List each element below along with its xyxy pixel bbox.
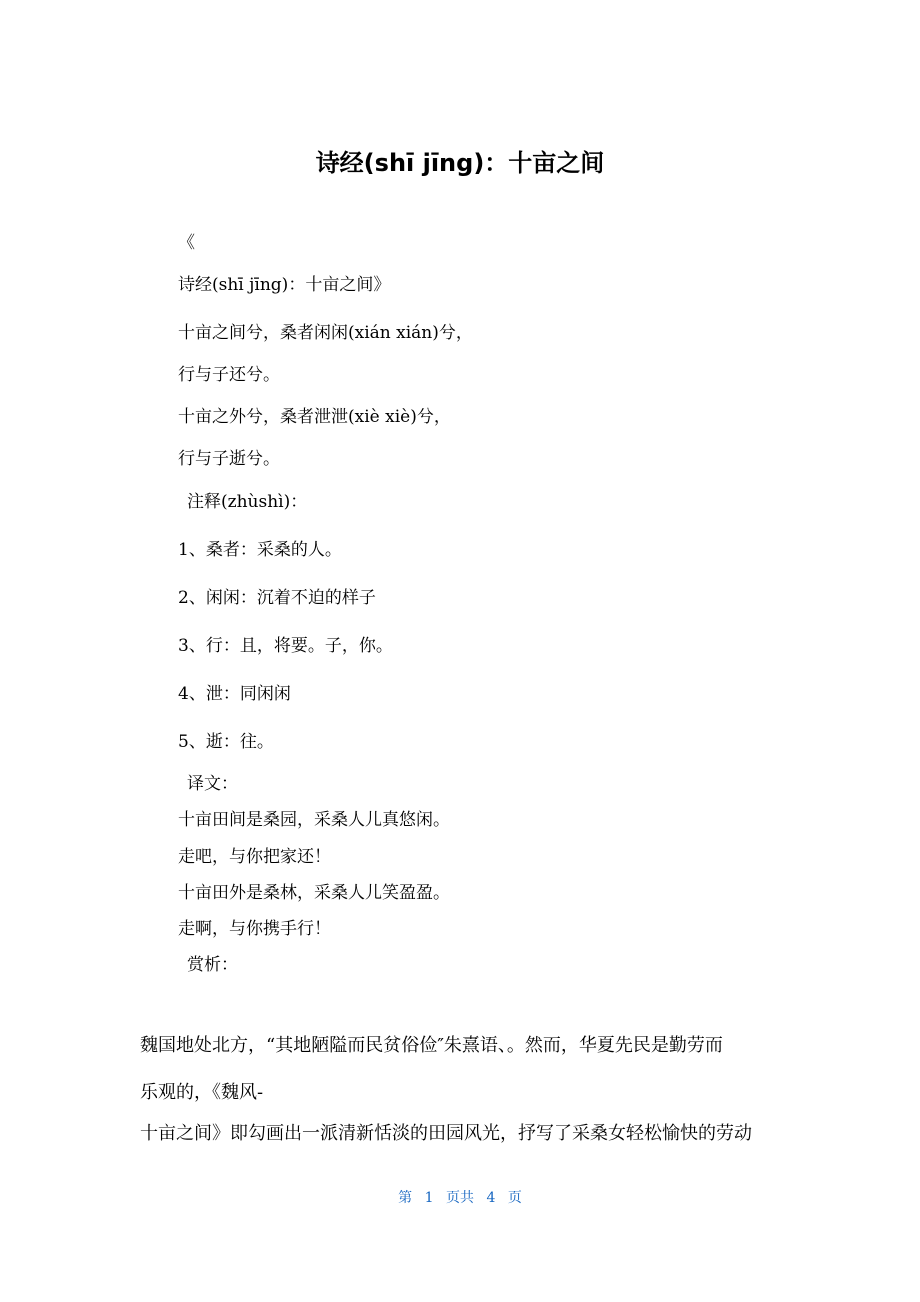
translation-line: 十亩田间是桑园，采桑人儿真悠闲。 <box>178 810 450 830</box>
section-heading-translation: 译文： <box>187 774 238 794</box>
analysis-paragraph-line: 乐观的，《魏风- <box>140 1082 264 1103</box>
note-item: 5、逝：往。 <box>178 732 274 752</box>
footer-suffix: 页 <box>507 1190 522 1206</box>
footer-middle: 页共 <box>446 1190 474 1206</box>
translation-line: 走啊，与你携手行！ <box>178 919 331 939</box>
poem-line: 行与子还兮。 <box>178 365 280 385</box>
footer-page-number: 1 <box>424 1190 434 1206</box>
text-line: 《 <box>178 233 195 253</box>
document-title: 诗经(shī jīng)：十亩之间 <box>315 149 605 177</box>
note-item: 4、泄：同闲闲 <box>178 684 291 704</box>
note-item: 2、闲闲：沉着不迫的样子 <box>178 588 376 608</box>
poem-line: 十亩之间兮，桑者闲闲(xián xián)兮， <box>178 323 473 343</box>
analysis-paragraph-line: 十亩之间》即勾画出一派清新恬淡的田园风光，抒写了采桑女轻松愉快的劳动 <box>140 1123 752 1144</box>
note-item: 3、行：且，将要。子，你。 <box>178 636 393 656</box>
text-line: 诗经(shī jīng)：十亩之间》 <box>178 275 391 295</box>
note-item: 1、桑者：采桑的人。 <box>178 540 342 560</box>
page-footer <box>0 1186 920 1210</box>
poem-line: 行与子逝兮。 <box>178 449 280 469</box>
translation-line: 走吧，与你把家还！ <box>178 847 331 867</box>
poem-line: 十亩之外兮，桑者泄泄(xiè xiè)兮， <box>178 407 451 427</box>
footer-total-pages: 4 <box>486 1190 496 1206</box>
analysis-paragraph-line: 魏国地处北方，“其地陋隘而民贫俗俭″朱熹语、。然而，华夏先民是勤劳而 <box>140 1035 723 1056</box>
translation-line: 十亩田外是桑林，采桑人儿笑盈盈。 <box>178 883 450 903</box>
section-heading-notes: 注释(zhùshì)： <box>187 492 308 512</box>
section-heading-analysis: 赏析： <box>187 955 238 975</box>
footer-prefix: 第 <box>398 1190 413 1206</box>
